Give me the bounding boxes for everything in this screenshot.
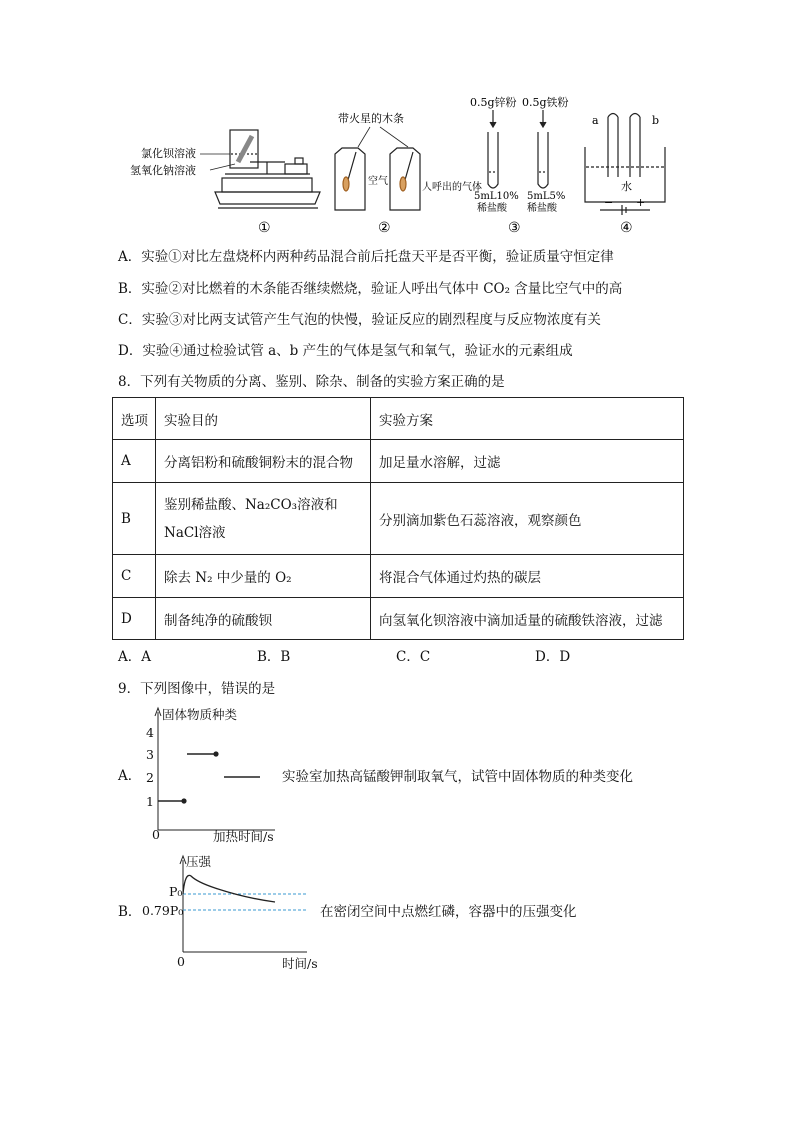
air-label: 空气	[368, 176, 388, 187]
graph-a-ytick-2: 2	[146, 770, 154, 785]
acid1-label: 5mL10%	[474, 191, 519, 202]
breath-label: 人呼出的气体	[422, 182, 482, 193]
water-label: 水	[621, 180, 632, 193]
row-option: B	[113, 483, 156, 555]
table-row	[113, 483, 684, 555]
splint-label: 带火星的木条	[338, 112, 404, 125]
plus-label: +	[636, 196, 646, 209]
graph-b-p0: P₀	[169, 884, 183, 899]
acid2b-label: 稀盐酸	[527, 203, 557, 214]
bacl2-label: 氯化钡溶液	[141, 147, 196, 160]
graph-a-xlabel: 加热时间/s	[213, 829, 274, 844]
q7-option-a: A．实验①对比左盘烧杯内两种药品混合前后托盘天平是否平衡，验证质量守恒定律	[118, 249, 614, 265]
graph-a-point-1	[181, 798, 186, 803]
q8-stem: 8．下列有关物质的分离、鉴别、除杂、制备的实验方案正确的是	[118, 374, 505, 390]
graph-a-point-3	[213, 751, 218, 756]
tube-a-label: a	[592, 114, 599, 127]
zn-label: 0.5g锌粉	[470, 96, 517, 109]
row-plan: 加足量水溶解，过滤	[371, 440, 684, 483]
header-plan: 实验方案	[371, 398, 684, 440]
row-plan: 将混合气体通过灼热的碳层	[371, 555, 684, 598]
graph-a-ytick-4: 4	[146, 725, 154, 740]
row-option: D	[113, 598, 156, 640]
row-goal: 分离铝粉和硫酸铜粉末的混合物	[156, 440, 371, 483]
figure-number-1: ①	[258, 220, 271, 236]
graph-b-origin: 0	[177, 954, 185, 969]
experiment-figure	[130, 92, 670, 237]
figure-number-3: ③	[508, 220, 521, 236]
table-row	[113, 598, 684, 640]
graph-a-origin: 0	[152, 827, 160, 842]
row-goal: 除去 N₂ 中少量的 O₂	[156, 555, 371, 598]
row-plan: 向氢氧化钡溶液中滴加适量的硫酸铁溶液，过滤	[371, 598, 684, 640]
q8-answer-b: B．B	[257, 649, 291, 665]
row-option: A	[113, 440, 156, 483]
graph-a-ylabel: 固体物质种类	[162, 707, 238, 722]
graph-a	[140, 700, 280, 850]
table-row	[113, 440, 684, 483]
q9-stem: 9．下列图像中，错误的是	[118, 681, 276, 697]
table-header-row	[113, 398, 684, 440]
row-goal: 制备纯净的硫酸钡	[156, 598, 371, 640]
q7-option-b: B．实验②对比燃着的木条能否继续燃烧，验证人呼出气体中 CO₂ 含量比空气中的高	[118, 281, 623, 297]
electrolysis-apparatus	[585, 114, 665, 216]
graph-a-caption: 实验室加热高锰酸钾制取氧气，试管中固体物质的种类变化	[282, 769, 633, 785]
q8-answer-d: D．D	[535, 649, 571, 665]
graph-a-ytick-1: 1	[146, 794, 154, 809]
graph-b-caption: 在密闭空间中点燃红磷，容器中的压强变化	[320, 904, 577, 920]
row-goal: 鉴别稀盐酸、Na₂CO₃溶液和NaCl溶液	[156, 483, 371, 555]
q7-option-c: C．实验③对比两支试管产生气泡的快慢，验证反应的剧烈程度与反应物浓度有关	[118, 312, 601, 328]
figure-number-2: ②	[378, 220, 391, 236]
row-option: C	[113, 555, 156, 598]
graph-a-option: A．	[118, 768, 142, 784]
graph-a-ytick-3: 3	[146, 747, 154, 762]
q7-option-d: D．实验④通过检验试管 a、b 产生的气体是氢气和氧气，验证水的元素组成	[118, 343, 573, 359]
q8-table	[112, 397, 684, 640]
q8-answer-c: C．C	[396, 649, 431, 665]
header-goal: 实验目的	[156, 398, 371, 440]
test-tubes-apparatus	[488, 110, 548, 188]
balance-apparatus	[215, 130, 320, 208]
header-option: 选项	[113, 398, 156, 440]
graph-b-xlabel: 时间/s	[282, 956, 318, 971]
acid2-label: 5mL5%	[527, 191, 566, 202]
graph-b-option: B．	[118, 904, 142, 920]
pressure-curve	[183, 875, 275, 902]
tube-b-label: b	[652, 114, 660, 127]
minus-label: −	[604, 196, 614, 209]
table-row	[113, 555, 684, 598]
naoh-label: 氢氧化钠溶液	[130, 164, 196, 177]
fe-label: 0.5g铁粉	[522, 96, 569, 109]
figure-number-4: ④	[620, 220, 633, 236]
graph-b-ylabel: 压强	[186, 854, 212, 869]
acid1b-label: 稀盐酸	[477, 203, 507, 214]
row-plan: 分别滴加紫色石蕊溶液，观察颜色	[371, 483, 684, 555]
graph-b-p079: 0.79P₀	[142, 903, 184, 918]
q8-answer-a: A．A	[118, 649, 151, 665]
